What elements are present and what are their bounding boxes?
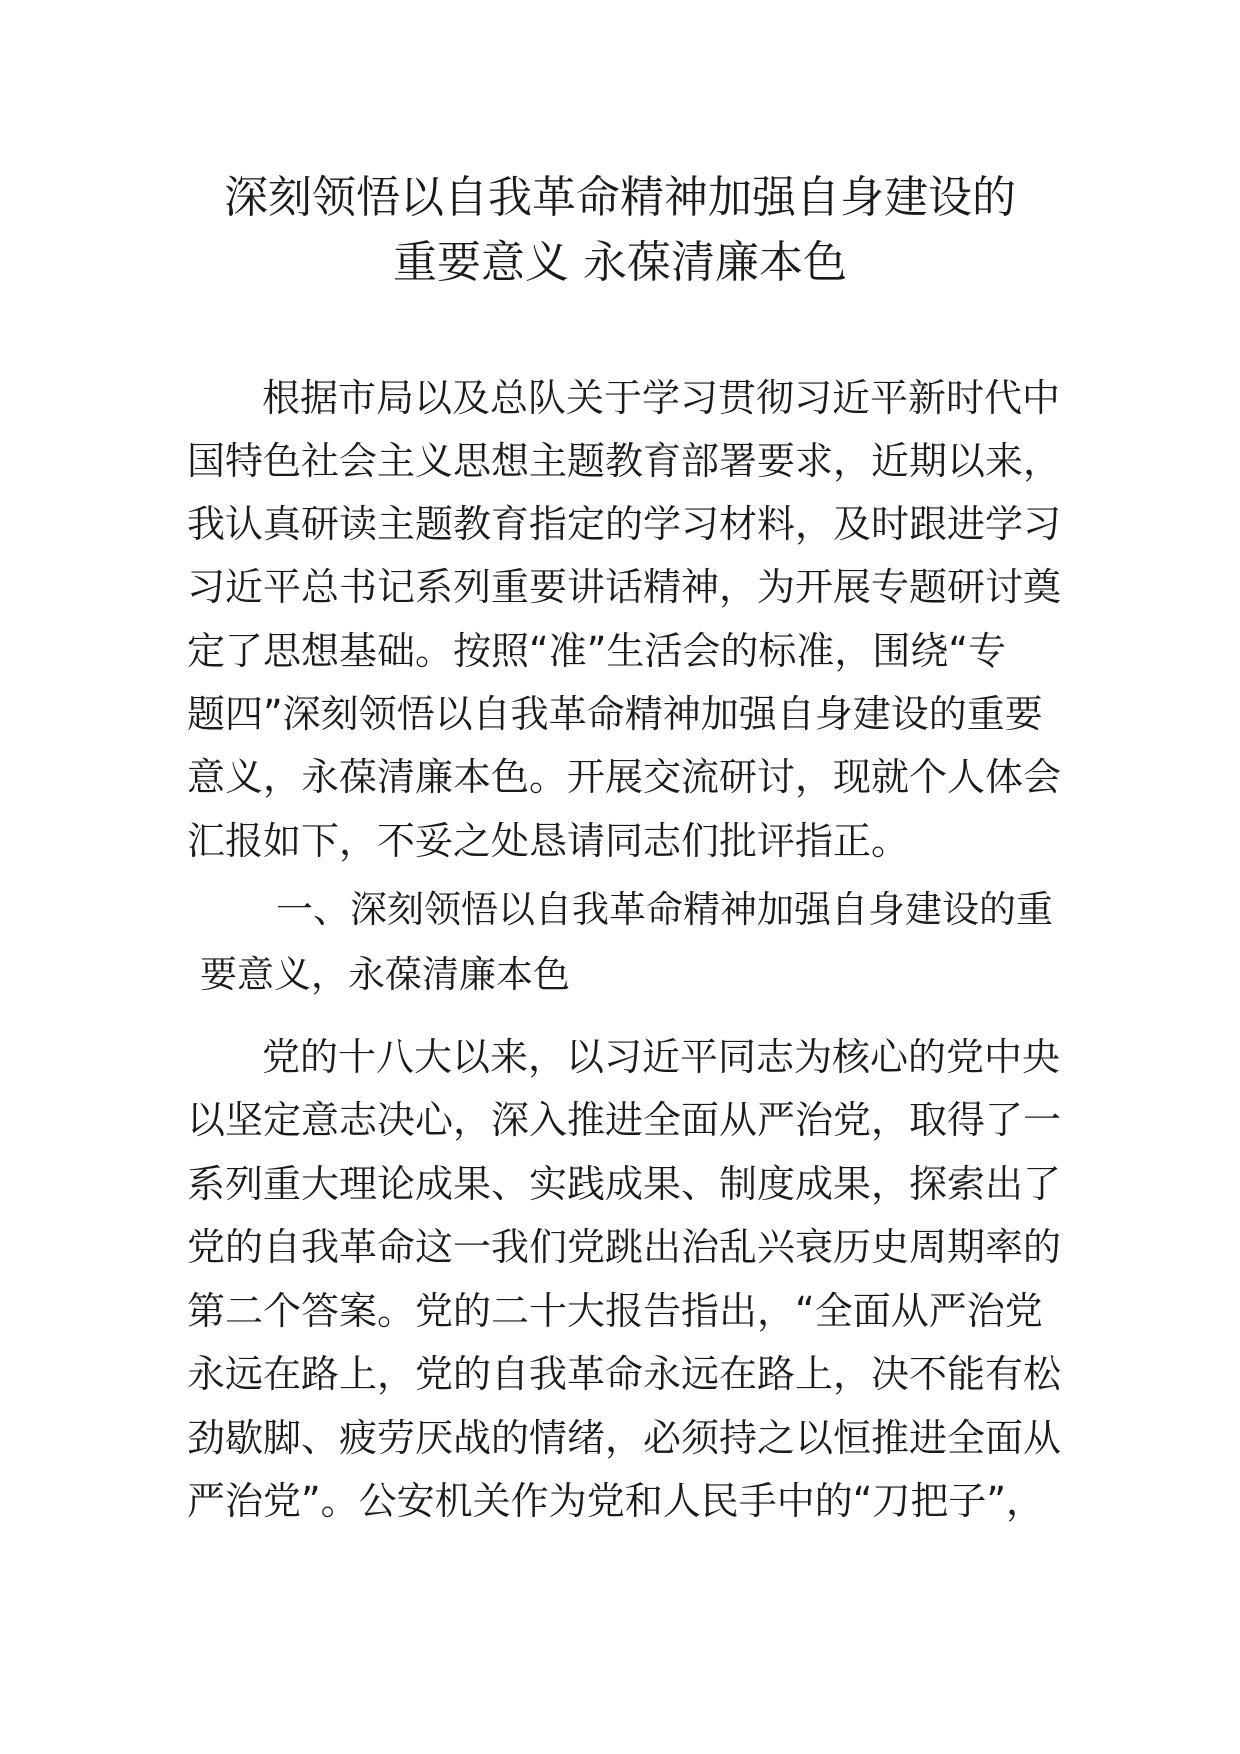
section-heading-line-1: 一、深刻领悟以自我革命精神加强自身建设的重 <box>276 888 1053 931</box>
paragraph-line: 我认真研读主题教育指定的学习材料，及时跟进学习 <box>187 502 1062 546</box>
paragraph-line: 党的自我革命这一我们党跳出治乱兴衰历史周期率的 <box>187 1225 1062 1269</box>
document-title-line-2: 重要意义 永葆清廉本色 <box>393 237 847 288</box>
section-heading-line-2: 要意义，永葆清廉本色 <box>200 953 570 996</box>
paragraph-line: 习近平总书记系列重要讲话精神，为开展专题研讨奠 <box>187 565 1062 609</box>
paragraph-line: 定了思想基础。按照“准”生活会的标准，围绕“专 <box>187 629 1007 673</box>
paragraph-line: 意义，永葆清廉本色。开展交流研讨，现就个人体会 <box>187 755 1062 799</box>
paragraph-line: 永远在路上，党的自我革命永远在路上，决不能有松 <box>187 1352 1062 1396</box>
paragraph-line: 题四”深刻领悟以自我革命精神加强自身建设的重要 <box>187 692 1043 736</box>
paragraph-line: 第二个答案。党的二十大报告指出，“全面从严治党 <box>187 1289 1043 1333</box>
paragraph-line: 系列重大理论成果、实践成果、制度成果，探索出了 <box>187 1162 1062 1206</box>
paragraph-line: 根据市局以及总队关于学习贯彻习近平新时代中 <box>262 376 1061 420</box>
paragraph-line: 以坚定意志决心，深入推进全面从严治党，取得了一 <box>187 1098 1062 1142</box>
paragraph-line: 国特色社会主义思想主题教育部署要求，近期以来， <box>187 439 1062 483</box>
document-title-line-1: 深刻领悟以自我革命精神加强自身建设的 <box>224 172 1016 223</box>
paragraph-line: 汇报如下，不妥之处恳请同志们批评指正。 <box>187 819 910 863</box>
paragraph-line: 党的十八大以来，以习近平同志为核心的党中央 <box>262 1035 1061 1079</box>
paragraph-line: 严治党”。公安机关作为党和人民手中的“刀把子”， <box>187 1479 1045 1523</box>
paragraph-line: 劲歇脚、疲劳厌战的情绪，必须持之以恒推进全面从 <box>187 1416 1062 1460</box>
